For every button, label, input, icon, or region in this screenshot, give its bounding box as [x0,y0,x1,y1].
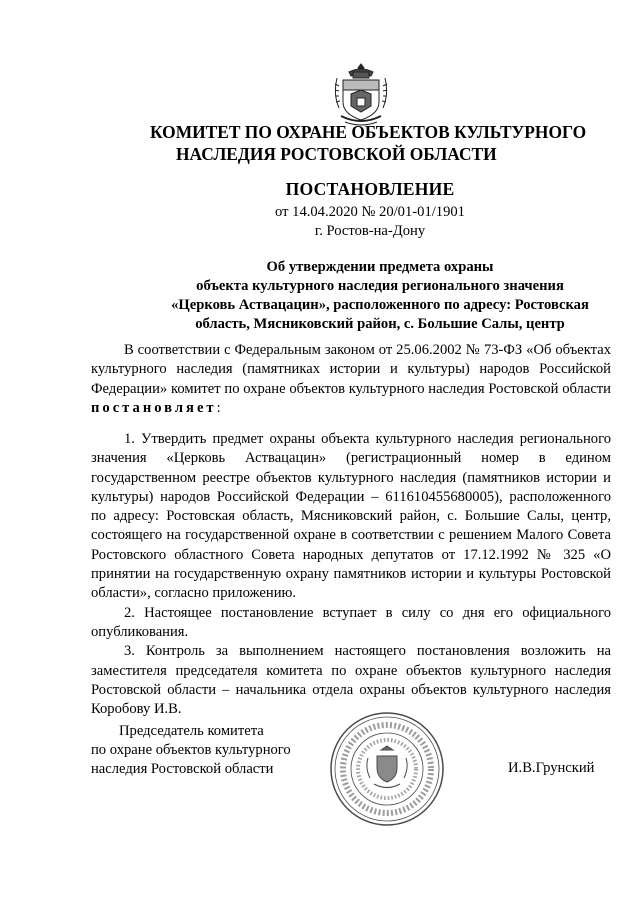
signatory-title [91,722,331,779]
preamble-text: В соответствии с Федеральным законом от 25.06.2002 № 73-ФЗ «Об объектах культурного наследия (памятниках истории и культуры) народов Российской Федерации» комитет по охране объектов культурного наследия Ростовской области [91,342,611,397]
committee-name [150,121,610,165]
official-seal-icon [328,710,446,828]
preamble [91,341,611,418]
resolution-item-2: 2. Настоящее постановление вступает в силу со дня его официального опубликования. [91,604,611,640]
signatory-name: И.В.Грунский [508,760,595,776]
signatory-title-line3: наследия Ростовской области [91,761,274,777]
subject-line1: Об утверждении предмета охраны [266,259,494,275]
document-type: ПОСТАНОВЛЕНИЕ [285,179,455,199]
resolution-item-1: 1. Утвердить предмет охраны объекта культурного наследия регионального значения «Церковь Аствацацин» (регистрационный номер в едином государственном реестре объектов культурного наследия (памятников истории и культуры) народов Российской Федерации – 611610455680005), расположенного по адресу: Ростовская область, Мясниковский район, с. Большие Салы, центр, состоящего на государственной охране в соответствии с решением Малого Совета Ростовского областного Совета народных депутатов от 17.12.1992 № 325 «О принятии на государственную охрану памятников истории и культуры Ростовской области», согласно приложению. [91,431,611,602]
committee-name-line2: НАСЛЕДИЯ РОСТОВСКОЙ ОБЛАСТИ [176,144,497,164]
resolution-item-3: 3. Контроль за выполнением настоящего постановления возложить на заместителя председателя комитета по охране объектов культурного наследия Ростовской области – начальника отдела охраны объектов культурного наследия Коробову И.В. [91,643,611,718]
preamble-colon: : [216,399,221,416]
coat-of-arms-icon [327,58,395,130]
resolution-items [91,430,611,719]
signatory-title-line2: по охране объектов культурного [91,742,291,758]
subject-line4: область, Мясниковский район, с. Большие Салы, центр [195,316,565,332]
document-meta [0,203,640,241]
document-subject [140,258,620,334]
date-number: от 14.04.2020 № 20/01-01/1901 [275,204,465,220]
subject-line3: «Церковь Аствацацин», расположенного по адресу: Ростовская [171,297,589,313]
resolves-word: постановляет [91,399,217,416]
preamble-paragraph [91,341,611,418]
subject-line2: объекта культурного наследия регионального значения [196,278,564,294]
city: г. Ростов-на-Дону [314,223,426,239]
signatory-title-line1: Председатель комитета [119,723,264,739]
committee-name-line1: КОМИТЕТ ПО ОХРАНЕ ОБЪЕКТОВ КУЛЬТУРНОГО [150,122,587,142]
